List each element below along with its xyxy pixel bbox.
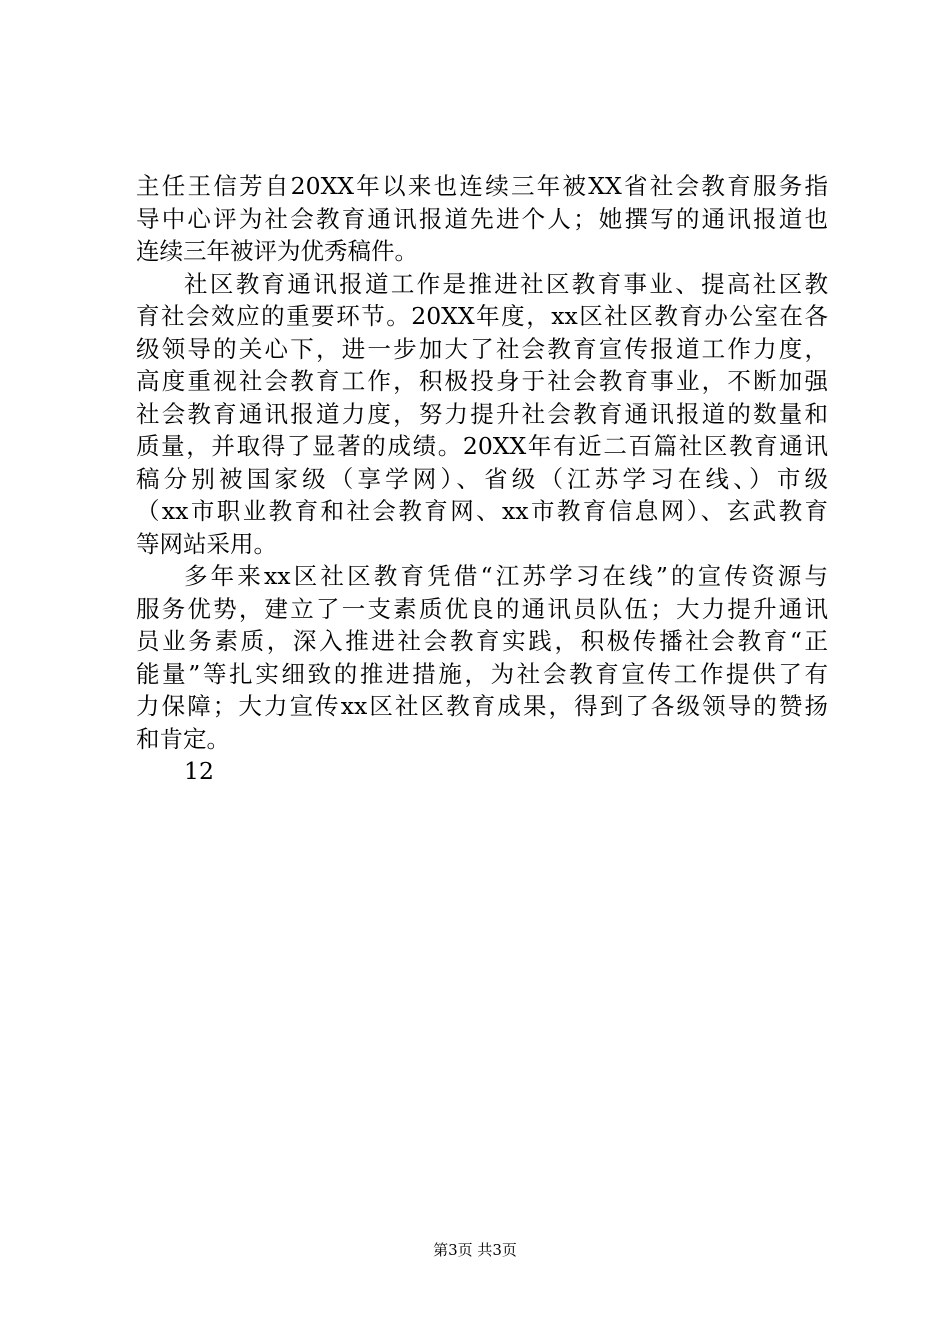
text-line: 质量，并取得了显著的成绩。20XX年有近二百篇社区教育通讯: [136, 432, 828, 460]
text-line: 连续三年被评为优秀稿件。: [136, 237, 418, 265]
text-line: 力保障；大力宣传xx区社区教育成果，得到了各级领导的赞扬: [136, 692, 828, 720]
text-line: 高度重视社会教育工作，积极投身于社会教育事业，不断加强: [136, 367, 828, 395]
text-line: 稿分别被国家级（享学网）、省级（江苏学习在线、）市级: [136, 464, 828, 493]
page-footer: 第3页 共3页: [433, 1241, 517, 1259]
text-line: 主任王信芳自20XX年以来也连续三年被XX省社会教育服务指: [136, 172, 828, 200]
text-line: 级领导的关心下，进一步加大了社会教育宣传报道工作力度，: [136, 334, 828, 363]
text-line: 服务优势，建立了一支素质优良的通讯员队伍；大力提升通讯: [136, 594, 828, 623]
text-line: 能量”等扎实细致的推进措施，为社会教育宣传工作提供了有: [136, 659, 828, 688]
text-line: 12: [184, 757, 214, 785]
text-line: 育社会效应的重要环节。20XX年度，xx区社区教育办公室在各: [136, 302, 828, 330]
text-line: 社会教育通讯报道力度，努力提升社会教育通讯报道的数量和: [136, 399, 828, 428]
text-line: 社区教育通讯报道工作是推进社区教育事业、提高社区教: [184, 269, 828, 298]
text-line: 员业务素质，深入推进社会教育实践，积极传播社会教育“正: [136, 627, 828, 655]
text-line: 等网站采用。: [136, 529, 277, 558]
text-line: 导中心评为社会教育通讯报道先进个人；她撰写的通讯报道也: [136, 204, 828, 233]
text-line: 多年来xx区社区教育凭借“江苏学习在线”的宣传资源与: [184, 562, 828, 590]
text-line: 和肯定。: [136, 724, 230, 753]
text-line: （xx市职业教育和社会教育网、xx市教育信息网）、玄武教育: [136, 497, 828, 525]
body-text: [136, 170, 828, 788]
